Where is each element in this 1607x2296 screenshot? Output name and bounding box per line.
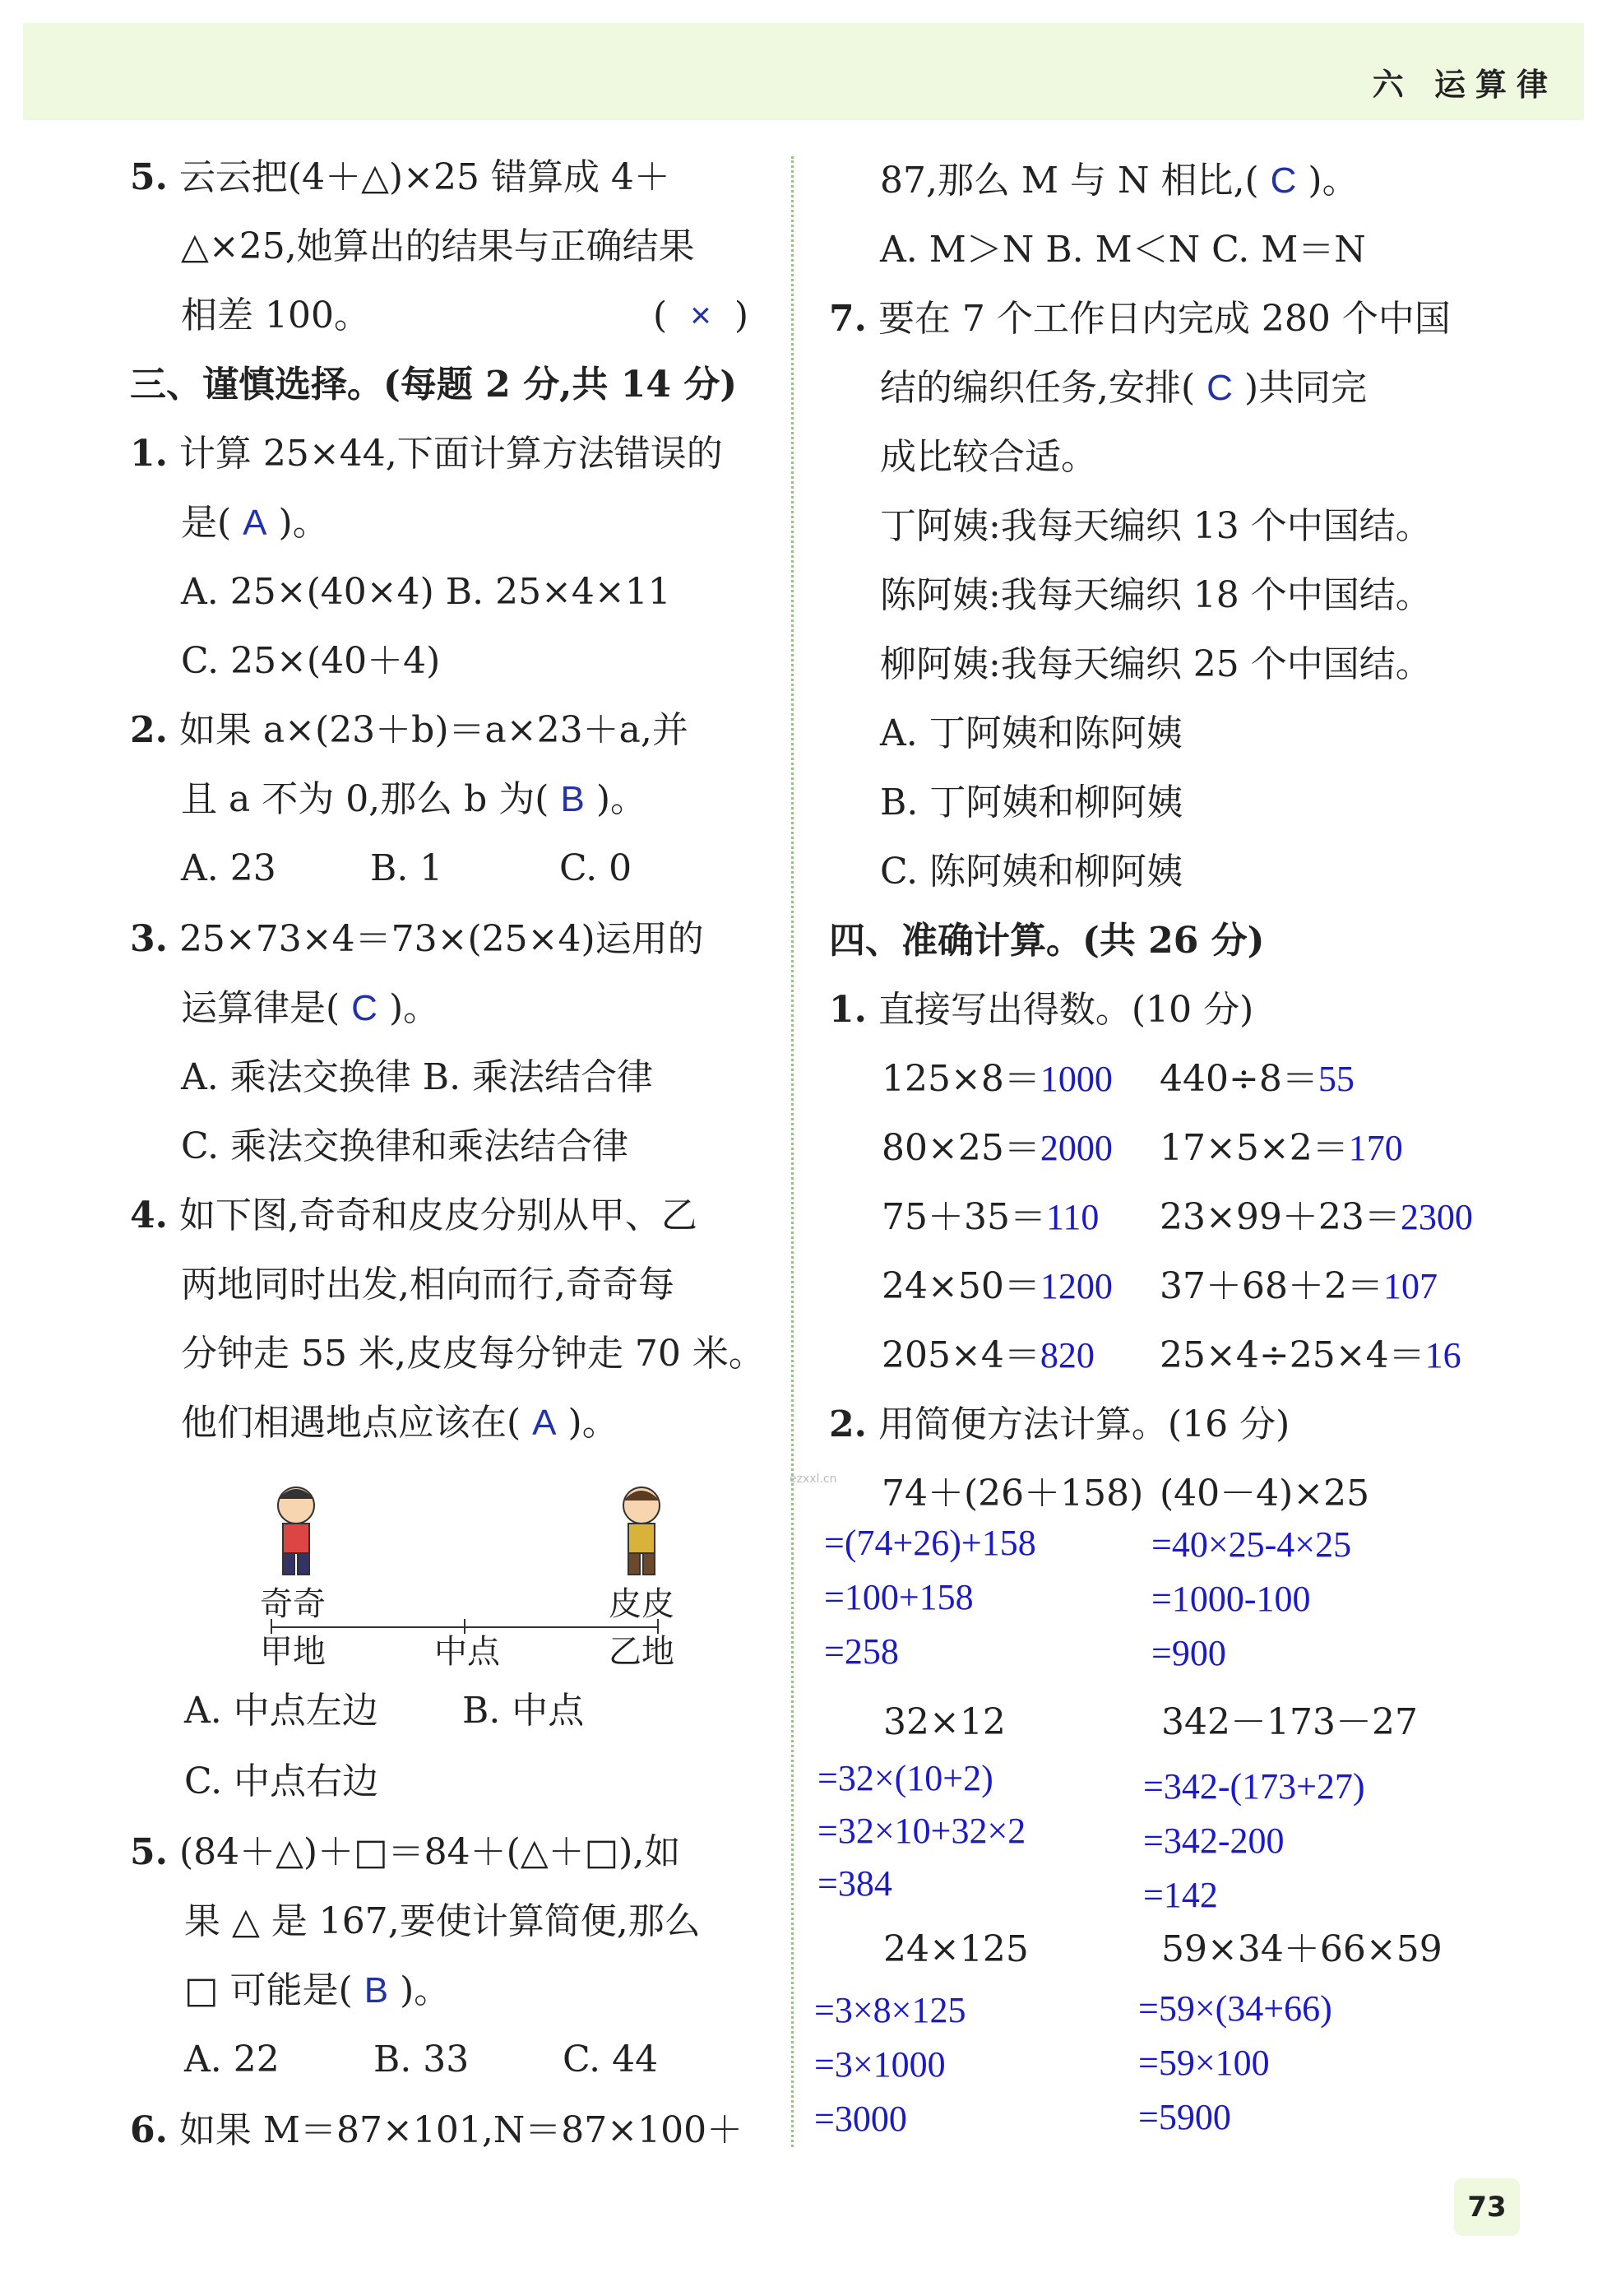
answer-mark: × [690, 295, 711, 336]
choice-q5-options: A. 22 B. 33 C. 44 [184, 2039, 659, 2080]
choice-q6-line-1: 6. 如果 M＝87×101,N＝87×100＋ [130, 2109, 743, 2151]
calc-item: 37＋68＋2＝107 [1160, 1265, 1438, 1307]
simplify-problem-3: 32×12 [883, 1701, 1006, 1743]
question-5-line-3: 相差 100。 ( × ) [181, 295, 748, 336]
section-3-title: 三、谨慎选择。(每题 2 分,共 14 分) [130, 364, 738, 406]
calc-item: 75＋35＝110 [882, 1196, 1100, 1238]
calc-item: 80×25＝2000 [882, 1127, 1113, 1169]
solution-step: =142 [1143, 1875, 1218, 1915]
question-5-line-1: 5. 云云把(4＋△)×25 错算成 4＋ [130, 156, 670, 198]
route-figure [247, 1473, 707, 1670]
solution-step: =342-(173+27) [1143, 1766, 1365, 1807]
qiqi-figure [278, 1487, 314, 1575]
choice-q3-line-2: 运算律是( C )。 [181, 987, 440, 1029]
simplify-problem-6: 59×34＋66×59 [1161, 1928, 1443, 1970]
answer-mark: C [351, 988, 377, 1028]
midpoint-label: 中点 [434, 1633, 500, 1671]
choice-q7-line-3: 成比较合适。 [880, 436, 1097, 478]
solution-step: =258 [824, 1631, 899, 1672]
choice-q5-line-1: 5. (84＋△)＋□＝84＋(△＋□),如 [130, 1831, 681, 1873]
solution-step: =3×1000 [814, 2044, 946, 2085]
qiqi-label: 奇奇 [260, 1585, 326, 1623]
choice-q7-option-a: A. 丁阿姨和陈阿姨 [880, 712, 1183, 754]
solution-step: =(74+26)+158 [824, 1523, 1036, 1563]
page-number: 73 [1454, 2178, 1520, 2236]
choice-q6-options: A. M＞N B. M＜N C. M＝N [880, 229, 1366, 271]
calc-item: 17×5×2＝170 [1160, 1127, 1403, 1169]
choice-q5-line-3: □ 可能是( B )。 [184, 1969, 451, 2011]
choice-q4-line-4: 他们相遇地点应该在( A )。 [181, 1402, 618, 1444]
solution-step: =3×8×125 [814, 1990, 966, 2030]
place-jia-label: 甲地 [260, 1633, 326, 1671]
choice-q4-line-1: 4. 如下图,奇奇和皮皮分别从甲、乙 [130, 1194, 697, 1236]
choice-q7-line-2: 结的编织任务,安排( C )共同完 [880, 367, 1368, 409]
simplify-problem-2: (40－4)×25 [1160, 1473, 1370, 1514]
answer-mark: B [364, 1970, 389, 2011]
watermark: ezxxl.cn [790, 1473, 837, 1486]
answer-mark: A [532, 1403, 557, 1443]
choice-q6-line-2: 87,那么 M 与 N 相比,( C )。 [880, 160, 1359, 202]
answer-mark: B [560, 779, 585, 819]
choice-q7-chen: 陈阿姨:我每天编织 18 个中国结。 [880, 574, 1432, 616]
solution-step: =384 [817, 1863, 892, 1904]
choice-q4-options-ab: A. 中点左边 B. 中点 [184, 1690, 585, 1732]
solution-step: =900 [1151, 1633, 1226, 1673]
solution-step: =5900 [1138, 2097, 1231, 2137]
choice-q1-line-2: 是( A )。 [181, 502, 329, 544]
calc-item: 125×8＝1000 [882, 1058, 1113, 1100]
calc-item: 25×4÷25×4＝16 [1160, 1334, 1461, 1376]
calc-part-2-title: 2. 用简便方法计算。(16 分) [829, 1403, 1290, 1445]
choice-q2-line-2: 且 a 不为 0,那么 b 为( B )。 [181, 778, 647, 820]
simplify-problem-1: 74＋(26＋158) [882, 1473, 1144, 1514]
solution-step: =1000-100 [1151, 1579, 1311, 1619]
choice-q4-line-3: 分钟走 55 米,皮皮每分钟走 70 米。 [181, 1333, 765, 1375]
solution-step: =59×100 [1138, 2043, 1270, 2083]
calc-part-1-title: 1. 直接写出得数。(10 分) [829, 989, 1254, 1031]
solution-step: =32×(10+2) [817, 1758, 993, 1798]
solution-step: =40×25-4×25 [1151, 1524, 1352, 1565]
choice-q5-line-2: 果 △ 是 167,要使计算简便,那么 [184, 1900, 701, 1942]
choice-q1-options-ab: A. 25×(40×4) B. 25×4×11 [181, 571, 671, 613]
choice-q2-line-1: 2. 如果 a×(23＋b)＝a×23＋a,并 [130, 709, 688, 751]
choice-q7-option-c: C. 陈阿姨和柳阿姨 [880, 851, 1183, 893]
choice-q3-option-c: C. 乘法交换律和乘法结合律 [181, 1125, 629, 1167]
column-divider [791, 156, 794, 2147]
choice-q1-line-1: 1. 计算 25×44,下面计算方法错误的 [130, 433, 723, 475]
simplify-problem-5: 24×125 [883, 1928, 1029, 1970]
choice-q7-option-b: B. 丁阿姨和柳阿姨 [880, 782, 1183, 823]
calc-item: 24×50＝1200 [882, 1265, 1113, 1307]
solution-step: =3000 [814, 2099, 907, 2139]
choice-q7-line-1: 7. 要在 7 个工作日内完成 280 个中国 [829, 298, 1451, 340]
calc-item: 205×4＝820 [882, 1334, 1095, 1376]
calc-item: 23×99＋23＝2300 [1160, 1196, 1473, 1238]
solution-step: =32×10+32×2 [817, 1811, 1026, 1851]
pipi-label: 皮皮 [609, 1585, 674, 1623]
choice-q4-line-2: 两地同时出发,相向而行,奇奇每 [181, 1264, 674, 1306]
choice-q3-line-1: 3. 25×73×4＝73×(25×4)运用的 [130, 918, 704, 960]
answer-mark: C [1270, 160, 1297, 201]
choice-q7-liu: 柳阿姨:我每天编织 25 个中国结。 [880, 643, 1432, 685]
answer-mark: A [243, 503, 267, 543]
section-4-title: 四、准确计算。(共 26 分) [829, 920, 1265, 962]
chapter-title: 六 运算律 [1372, 67, 1558, 103]
choice-q3-options-ab: A. 乘法交换律 B. 乘法结合律 [181, 1056, 654, 1098]
solution-step: =59×(34+66) [1138, 1988, 1332, 2029]
choice-q1-option-c: C. 25×(40＋4) [181, 640, 441, 682]
choice-q4-option-c: C. 中点右边 [184, 1760, 379, 1802]
simplify-problem-4: 342－173－27 [1161, 1701, 1418, 1743]
choice-q7-ding: 丁阿姨:我每天编织 13 个中国结。 [880, 505, 1432, 547]
pipi-figure [623, 1487, 660, 1575]
choice-q2-options: A. 23 B. 1 C. 0 [181, 847, 632, 889]
answer-mark: C [1206, 368, 1233, 408]
solution-step: =100+158 [824, 1577, 974, 1617]
calc-item: 440÷8＝55 [1160, 1058, 1355, 1100]
solution-step: =342-200 [1143, 1821, 1285, 1861]
place-yi-label: 乙地 [609, 1633, 674, 1671]
question-5-line-2: △×25,她算出的结果与正确结果 [181, 225, 695, 267]
page-header-band [23, 23, 1584, 120]
